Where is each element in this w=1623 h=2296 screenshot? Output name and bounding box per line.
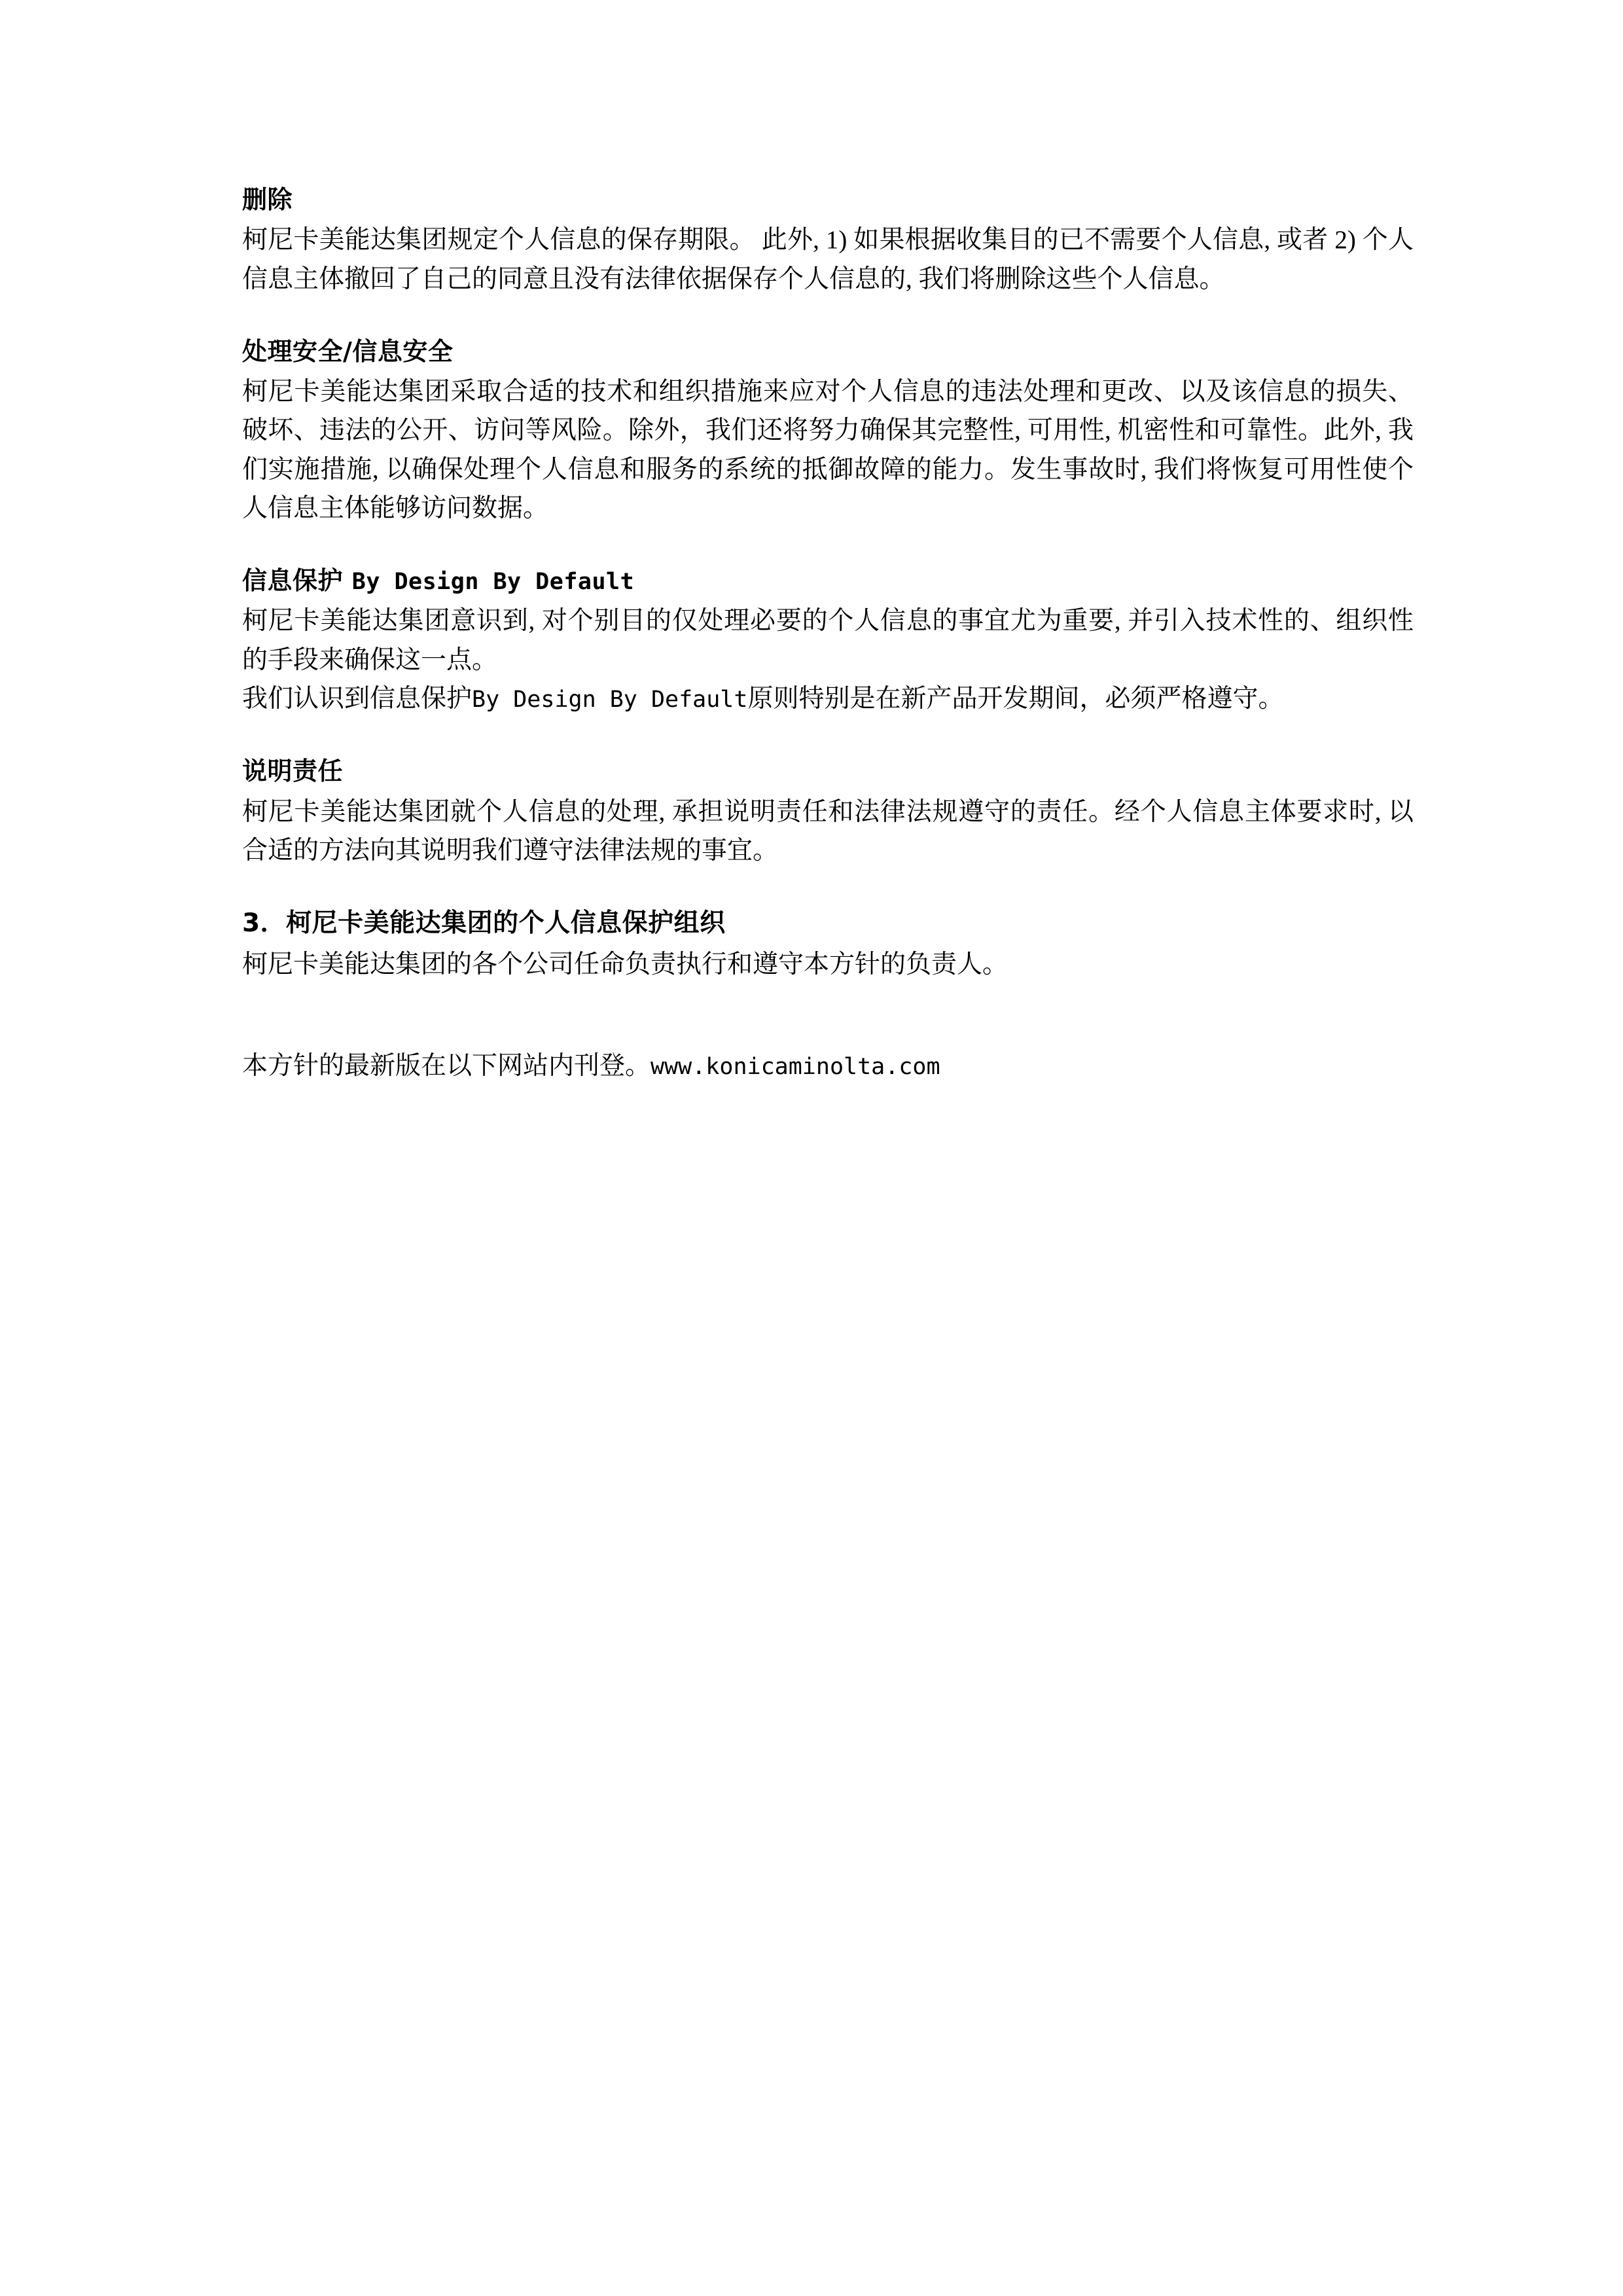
section-accountability [242, 755, 1414, 870]
section-paragraph: 柯尼卡美能达集团就个人信息的处理, 承担说明责任和法律法规遵守的责任。经个人信息主体要求时, 以合适的方法向其说明我们遵守法律法规的事宜。 [242, 797, 1414, 865]
section-paragraph: 柯尼卡美能达集团的各个公司任命负责执行和遵守本方针的负责人。 [242, 950, 1008, 978]
section-paragraph: 柯尼卡美能达集团采取合适的技术和组织措施来应对个人信息的违法处理和更改、以及该信息的损失、破坏、违法的公开、访问等风险。除外，我们还将努力确保其完整性, 可用性, 机密性和可靠性。此外, 我们实施措施, 以确保处理个人信息和服务的系统的抵御故障的能力。发生事故时, 我们将恢复可用性使个人信息主体能够访问数据。 [242, 378, 1414, 522]
final-note [242, 1047, 1414, 1085]
final-note-prefix: 本方针的最新版在以下网站内刊登。 [242, 1052, 651, 1081]
section-heading: 3．柯尼卡美能达集团的个人信息保护组织 [242, 908, 726, 939]
document-content [242, 183, 1414, 1085]
spacer [242, 1020, 1414, 1047]
section-deletion [242, 183, 1414, 298]
section-paragraph: 柯尼卡美能达集团规定个人信息的保存期限。 此外, 1) 如果根据收集目的已不需要个人信息, 或者 2) 个人信息主体撤回了自己的同意且没有法律依据保存个人信息的, 我们将删除这些个人信息。 [242, 226, 1414, 293]
paragraph-suffix: 原则特别是在新产品开发期间，必须严格遵守。 [747, 685, 1284, 713]
section-heading: 说明责任 [242, 757, 344, 786]
section-privacy-by-design [242, 564, 1414, 718]
section-processing-security [242, 335, 1414, 528]
section-heading-mono-text: By Design By Default [351, 569, 635, 596]
section-paragraph: 柯尼卡美能达集团意识到, 对个别目的仅处理必要的个人信息的事宜尤为重要, 并引入技术性的、组织性的手段来确保这一点。 [242, 607, 1414, 674]
section-heading [242, 564, 1414, 598]
website-url: www.konicaminolta.com [651, 1054, 940, 1081]
paragraph-prefix: 我们认识到信息保护 [242, 685, 473, 713]
section-organization [242, 906, 1414, 984]
section-heading-prefix: 信息保护 [242, 566, 344, 596]
section-paragraph-secondary [242, 679, 1414, 718]
section-heading: 处理安全/信息安全 [242, 336, 454, 366]
section-heading: 删除 [242, 185, 293, 214]
paragraph-mono-text: By Design By Default [472, 687, 748, 713]
